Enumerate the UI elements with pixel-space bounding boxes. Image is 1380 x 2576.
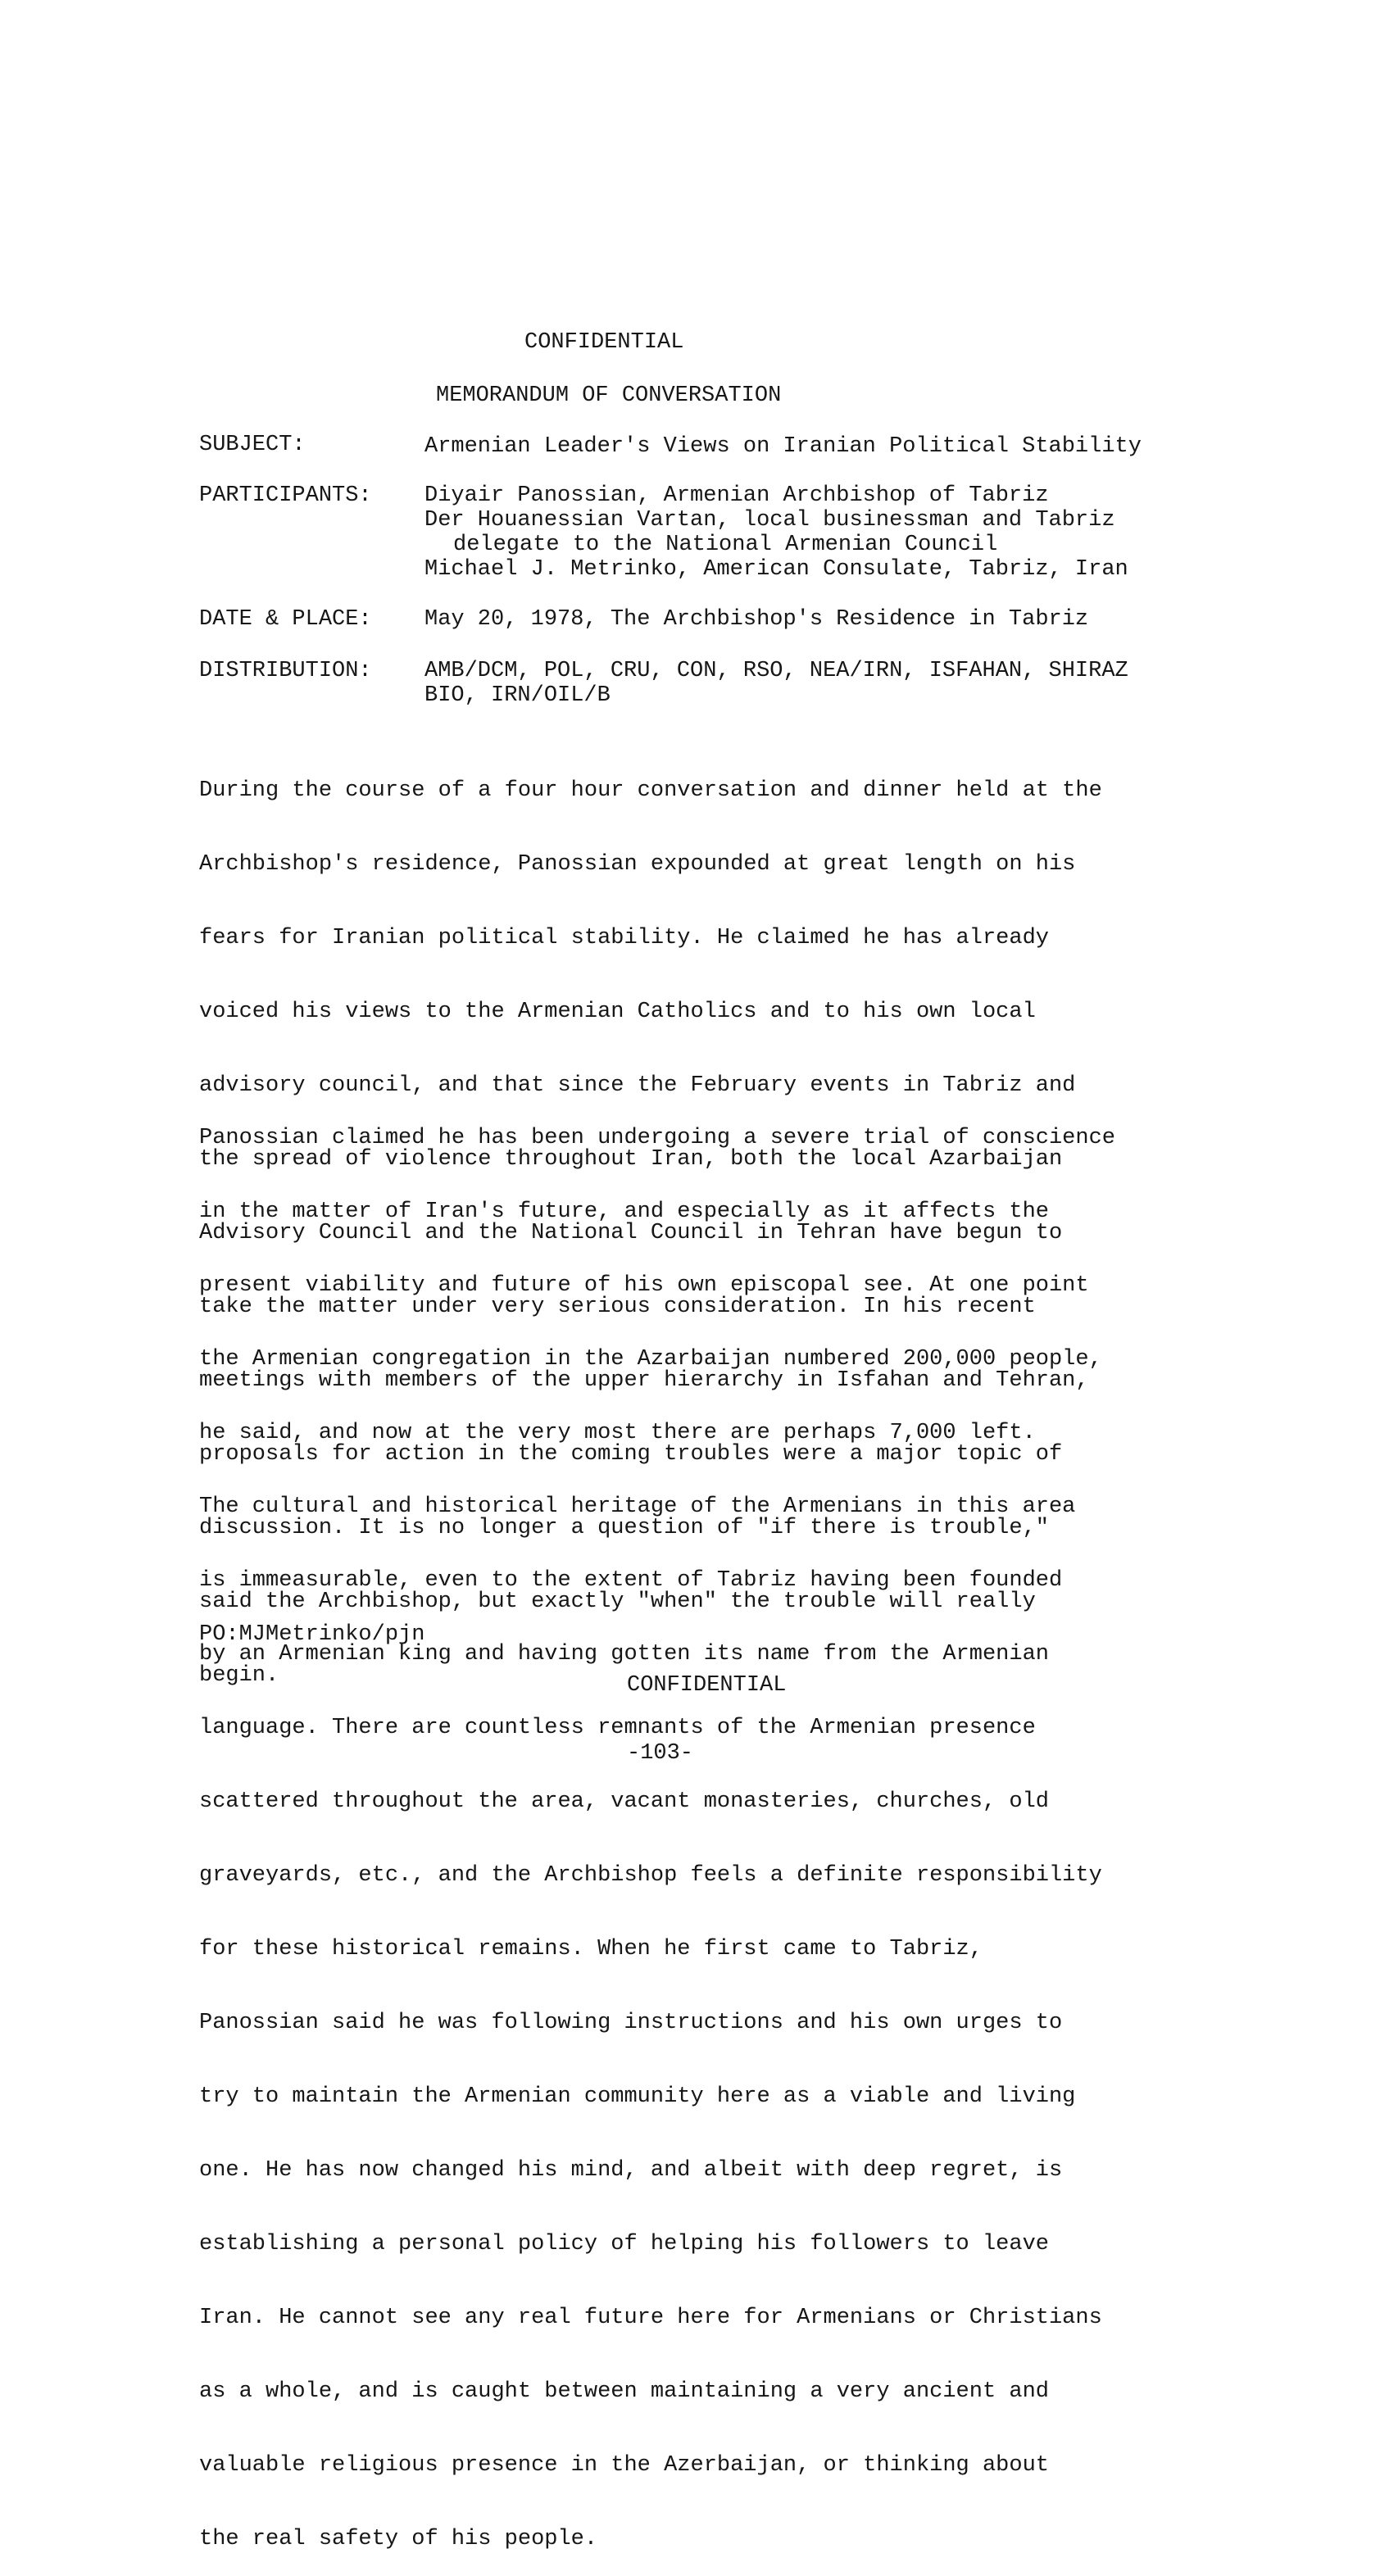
text-line: Panossian claimed he has been undergoing a severe trial of conscience — [199, 1126, 1115, 1150]
date-place-label: DATE & PLACE: — [199, 607, 372, 632]
text-line: graveyards, etc., and the Archbishop feels a definite responsibility — [199, 1863, 1102, 1888]
distribution-line: AMB/DCM, POL, CRU, CON, RSO, NEA/IRN, ISFAHAN, SHIRAZ — [424, 659, 1128, 683]
participants-label: PARTICIPANTS: — [199, 483, 372, 508]
text-line: The cultural and historical heritage of the Armenians in this area — [199, 1494, 1076, 1519]
text-line: the spread of violence throughout Iran, both the local Azarbaijan — [199, 1147, 1063, 1172]
text-line: Panossian said he was following instructions and his own urges to — [199, 2011, 1063, 2035]
distribution-label: DISTRIBUTION: — [199, 659, 372, 683]
drafter-line: PO:MJMetrinko/pjn — [199, 1622, 425, 1647]
text-line: language. There are countless remnants of the Armenian presence — [199, 1716, 1036, 1740]
classification-top: CONFIDENTIAL — [524, 330, 684, 355]
subject-value: Armenian Leader's Views on Iranian Political Stability — [424, 434, 1142, 459]
text-line: as a whole, and is caught between maintaining a very ancient and — [199, 2379, 1049, 2404]
participant-line: Der Houanessian Vartan, local businessman and Tabriz — [424, 508, 1115, 533]
participant-line: delegate to the National Armenian Council — [453, 533, 998, 557]
body-paragraph-2 — [199, 1077, 1115, 2576]
text-line: proposals for action in the coming troubles were a major topic of — [199, 1442, 1063, 1467]
text-line: present viability and future of his own episcopal see. At one point — [199, 1273, 1089, 1298]
text-line: is immeasurable, even to the extent of Tabriz having been founded — [199, 1568, 1063, 1593]
text-line: advisory council, and that since the February events in Tabriz and — [199, 1073, 1076, 1098]
participant-line: Diyair Panossian, Armenian Archbishop of Tabriz — [424, 483, 1049, 508]
memo-title: MEMORANDUM OF CONVERSATION — [436, 383, 782, 408]
text-line: said the Archbishop, but exactly "when" the trouble will really — [199, 1590, 1036, 1614]
text-line: the Armenian congregation in the Azarbaijan numbered 200,000 people, — [199, 1347, 1102, 1372]
text-line: in the matter of Iran's future, and especially as it affects the — [199, 1200, 1049, 1224]
text-line: for these historical remains. When he first came to Tabriz, — [199, 1937, 983, 1961]
text-line: take the matter under very serious consideration. In his recent — [199, 1295, 1036, 1319]
text-line: Archbishop's residence, Panossian expounded at great length on his — [199, 852, 1076, 877]
distribution-line: BIO, IRN/OIL/B — [424, 683, 611, 708]
text-line: by an Armenian king and having gotten its name from the Armenian — [199, 1642, 1049, 1667]
text-line: valuable religious presence in the Azerbaijan, or thinking about — [199, 2453, 1049, 2478]
text-line: fears for Iranian political stability. He claimed he has already — [199, 926, 1049, 950]
text-line: Advisory Council and the National Council in Tehran have begun to — [199, 1221, 1063, 1245]
text-line: the real safety of his people. — [199, 2527, 598, 2551]
text-line: scattered throughout the area, vacant monasteries, churches, old — [199, 1789, 1049, 1814]
text-line: one. He has now changed his mind, and albeit with deep regret, is — [199, 2158, 1063, 2183]
text-line: he said, and now at the very most there are perhaps 7,000 left. — [199, 1421, 1036, 1445]
text-line: establishing a personal policy of helping his followers to leave — [199, 2232, 1049, 2256]
text-line: try to maintain the Armenian community here as a viable and living — [199, 2084, 1076, 2109]
date-place-value: May 20, 1978, The Archbishop's Residence in Tabriz — [424, 607, 1089, 632]
text-line: begin. — [199, 1663, 279, 1688]
text-line: During the course of a four hour conversation and dinner held at the — [199, 778, 1102, 803]
text-line: meetings with members of the upper hierarchy in Isfahan and Tehran, — [199, 1368, 1089, 1393]
subject-label: SUBJECT: — [199, 433, 306, 457]
page-number: -103- — [627, 1741, 694, 1766]
text-line: Iran. He cannot see any real future here for Armenians or Christians — [199, 2306, 1102, 2330]
text-line: voiced his views to the Armenian Catholics and to his own local — [199, 1000, 1036, 1024]
text-line: discussion. It is no longer a question of "if there is trouble," — [199, 1516, 1049, 1540]
participant-line: Michael J. Metrinko, American Consulate, Tabriz, Iran — [424, 557, 1128, 582]
classification-bottom: CONFIDENTIAL — [627, 1673, 787, 1698]
